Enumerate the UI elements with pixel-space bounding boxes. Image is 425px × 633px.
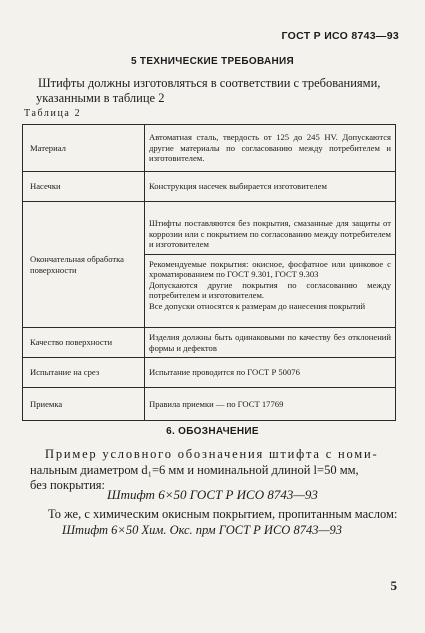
row-text-shear: Испытание проводится по ГОСТ Р 50076 (145, 358, 396, 388)
row-label-quality: Качество поверхности (23, 328, 145, 358)
table-row (23, 125, 396, 172)
page-number: 5 (390, 578, 397, 593)
document-code: ГОСТ Р ИСО 8743—93 (281, 30, 399, 42)
designation-formula-1: Штифт 6×50 ГОСТ Р ИСО 8743—93 (107, 487, 318, 502)
finish-text-a: Штифты поставляются без покрытия, смазанные для защиты от коррозии или с покрытием по согласованию между потребителем и изготовителем (149, 218, 391, 249)
finish-text-d: Все допуски относятся к размерам до нанесения покрытий (149, 300, 366, 311)
table-caption: Таблица 2 (24, 108, 82, 119)
oiled-variant-text: То же, с химическим окисным покрытием, пропитанным маслом: (48, 507, 398, 521)
row-text-material: Автоматная сталь, твердость от 125 до 245 HV. Допускаются другие материалы по согласованию между потребителем и изготовителем. (145, 125, 396, 172)
designation-formula-2: Штифт 6×50 Хим. Окс. прм ГОСТ Р ИСО 8743—93 (62, 523, 343, 537)
table-row (23, 202, 396, 328)
row-text-acceptance: Правила приемки — по ГОСТ 17769 (145, 388, 396, 421)
row-text-finish (145, 202, 396, 328)
row-text-knurling: Конструкция насечек выбирается изготовителем (145, 172, 396, 202)
table-row (23, 172, 396, 202)
intro-line-2: указанными в таблице 2 (36, 91, 165, 105)
intro-line-1: Штифты должны изготовляться в соответствии с требованиями, (38, 76, 381, 90)
finish-divider (145, 254, 395, 255)
table-row (23, 328, 396, 358)
example-line-2: нальным диаметром d₁=6 мм и номинальной длиной l=50 мм, (30, 462, 359, 477)
table-row (23, 358, 396, 388)
row-label-material: Материал (23, 125, 145, 172)
section-6-title: 6. ОБОЗНАЧЕНИЕ (166, 426, 259, 437)
section-5-title: 5 ТЕХНИЧЕСКИЕ ТРЕБОВАНИЯ (130, 56, 294, 67)
example-line-1: Пример условного обозначения штифта с номи- (45, 447, 379, 461)
row-label-knurling: Насечки (23, 172, 145, 202)
section-5-intro (36, 76, 396, 106)
row-label-finish: Окончательная обработка поверхности (23, 202, 145, 328)
table-row (23, 388, 396, 421)
finish-text-b: Рекомендуемые покрытия: окисное, фосфатное или цинковое с хроматированием по ГОСТ 9.301, ГОСТ 9.303 (149, 258, 391, 279)
example-line-3: без покрытия: (30, 478, 105, 492)
row-label-shear: Испытание на срез (23, 358, 145, 388)
requirements-table (22, 124, 396, 421)
row-label-acceptance: Приемка (23, 388, 145, 421)
finish-text-c: Допускаются другие покрытия по согласованию между потребителем и изготовителем. (149, 279, 391, 300)
row-text-quality: Изделия должны быть одинаковыми по качеству без отклонений формы и дефектов (145, 328, 396, 358)
